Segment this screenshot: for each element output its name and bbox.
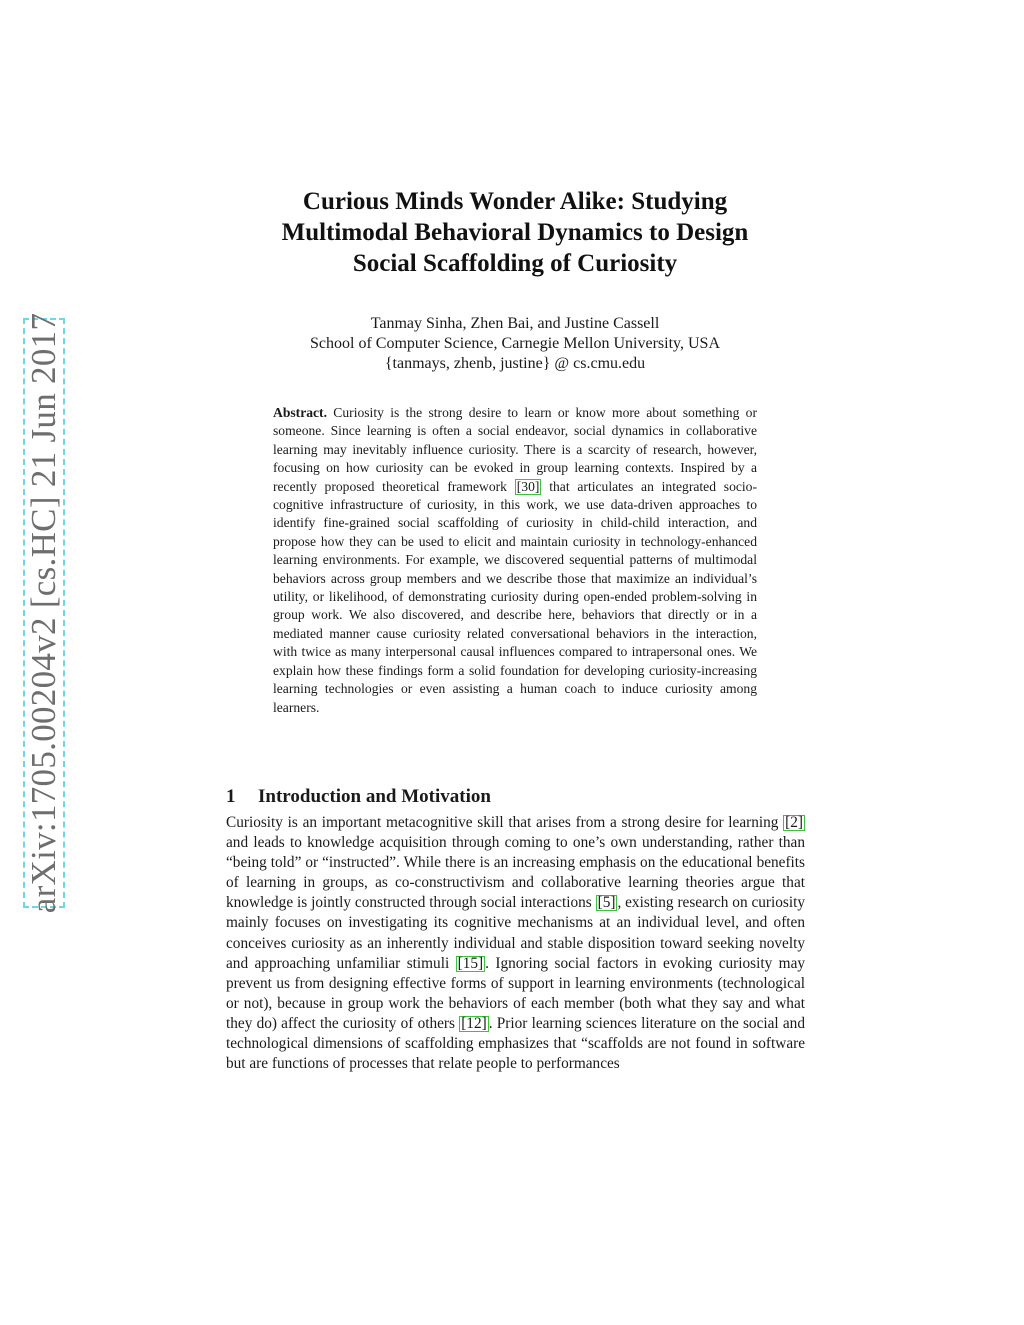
intro-paragraph (226, 813, 805, 1074)
arxiv-side-stamp (23, 312, 65, 914)
body-text: and leads to knowledge acquisition through coming to one’s own understanding, rather than “being told” or “instructed”. While there is an increasing emphasis on the educational benefits of learning in groups, as co-constructivism and collaborative learning theories argue that knowledge is jointly constructed through social interactions (226, 834, 805, 912)
title-line: Social Scaffolding of Curiosity (352, 250, 678, 277)
author-affiliation: School of Computer Science, Carnegie Mellon University, USA (310, 335, 720, 352)
section-heading (226, 786, 491, 808)
author-emails: {tanmays, zhenb, justine} @ cs.cmu.edu (384, 355, 646, 372)
abstract-label: Abstract. (273, 405, 327, 420)
citation-link[interactable]: [2] (785, 814, 804, 831)
body-text: , existing research on curiosity mainly focuses on investigating its cognitive mechanisms at an individual level, and often conceives curiosity as an inherently individual and stable disposition toward seeking novelty and approaching unfamiliar stimuli (226, 894, 805, 972)
citation-link[interactable]: [5] (597, 894, 616, 912)
body-text: . Prior learning sciences literature on the social and technological dimensions of scaffolding emphasizes that “scaffolds are not found in software but are functions of processes that relate people to performances (226, 1014, 805, 1073)
section-title: Introduction and Motivation (258, 786, 491, 807)
citation-link[interactable]: [15] (457, 954, 484, 972)
title-line: Curious Minds Wonder Alike: Studying (302, 188, 728, 215)
abstract-text: that articulates an integrated socio-cognitive infrastructure of curiosity, in this work, we use data-driven approaches to identify fine-grained social scaffolding of curiosity in child-child interaction, and propose how they can be used to elicit and maintain curiosity in technology-enhanced learning environments. For example, we discovered sequential patterns of multimodal behaviors across group members and we describe those that maximize an individual’s utility, or likelihood, of demonstrating curiosity during open-ended problem-solving in group work. We also discovered, and describe here, behaviors that directly or in a mediated manner cause curiosity related conversational behaviors in the interaction, with twice as many interpersonal causal influences compared to intrapersonal ones. We explain how these findings form a solid foundation for developing curiosity-increasing learning technologies or even assisting a human coach to induce curiosity among learners. (273, 478, 758, 715)
author-names: Tanmay Sinha, Zhen Bai, and Justine Cassell (370, 315, 660, 332)
body-text: . Ignoring social factors in evoking curiosity may prevent us from designing effective forms of support in learning environments (technological or not), because in group work the behaviors of each member (both what they say and what they do) affect the curiosity of others (226, 954, 806, 1032)
arxiv-identifier: arXiv:1705.00204v2 [cs.HC] 21 Jun 2017 (24, 312, 63, 914)
citation-link[interactable]: [12] (461, 1014, 487, 1032)
abstract (273, 404, 757, 717)
author-block (230, 314, 800, 374)
paper-title (230, 186, 800, 279)
abstract-text: Curiosity is the strong desire to learn or know more about something or someone. Since learning is often a social endeavor, social dynamics in collaborative learning may inevitably influence curiosity. There is a scarcity of research, however, focusing on how curiosity can be evoked in group learning contexts. Inspired by a recently proposed theoretical framework (273, 405, 757, 494)
body-text: Curiosity is an important metacognitive skill that arises from a strong desire for learning (226, 814, 779, 831)
citation-link[interactable]: [30] (516, 478, 540, 494)
title-line: Multimodal Behavioral Dynamics to Design (281, 219, 749, 246)
section-number: 1 (226, 786, 236, 807)
